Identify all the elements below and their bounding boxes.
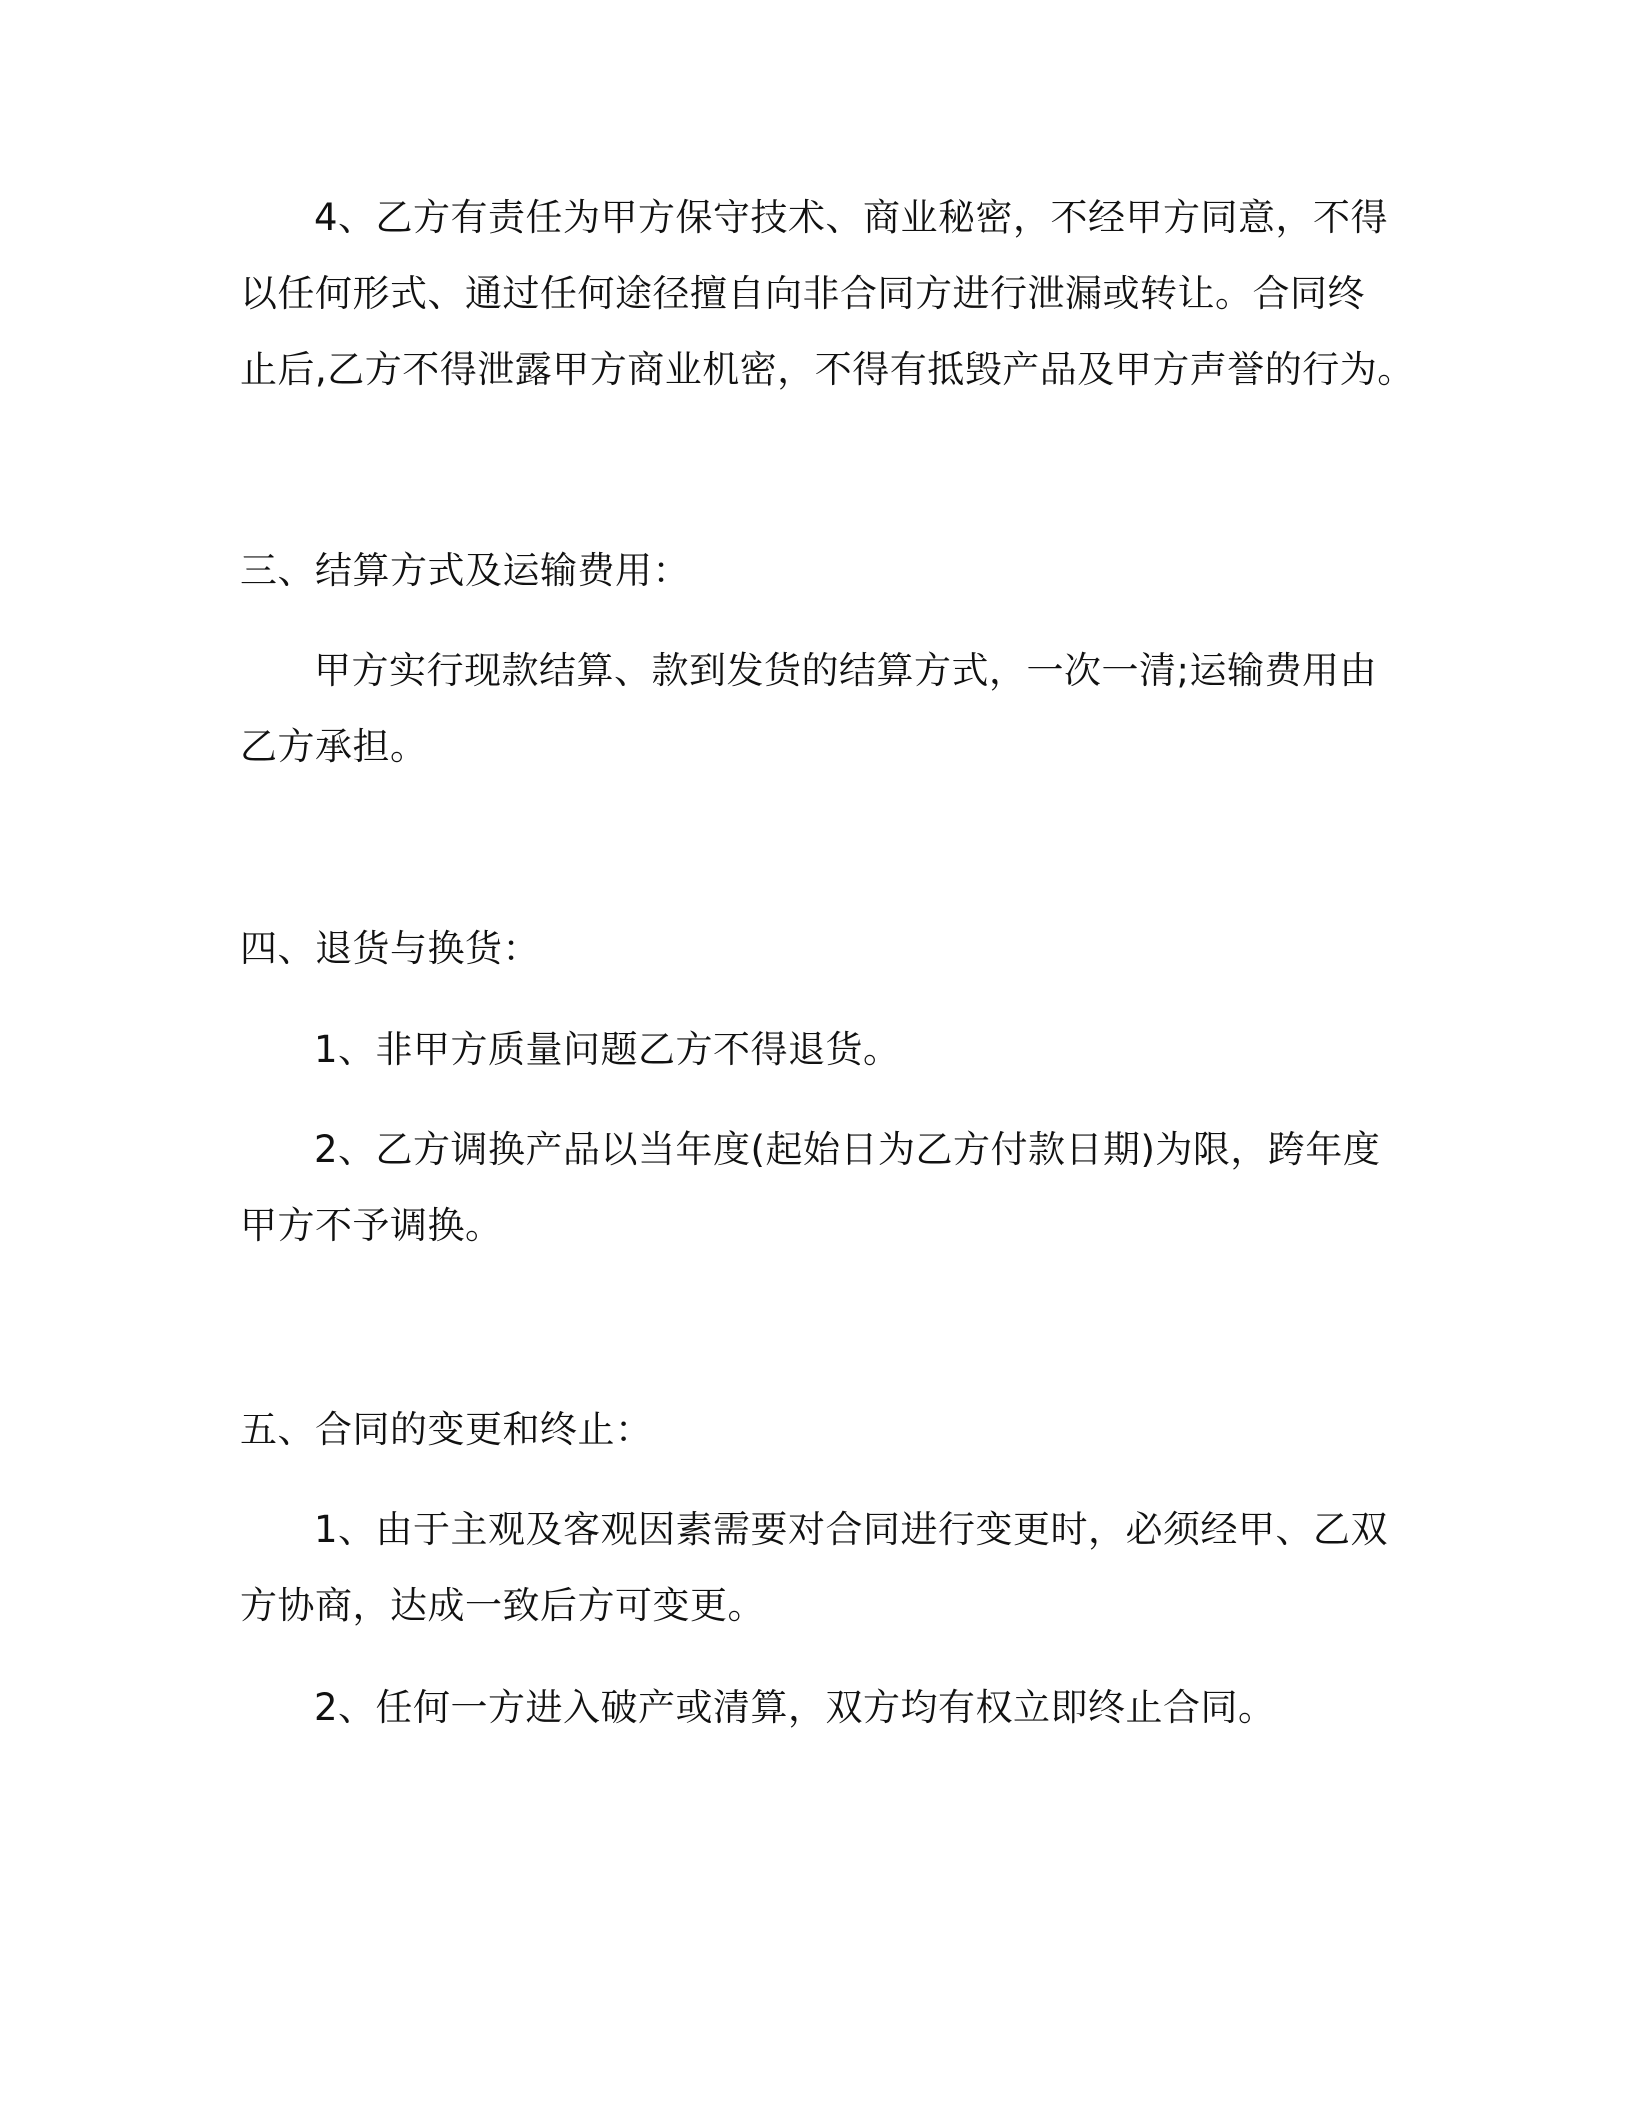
- section-5-item-2: [240, 1670, 1392, 1746]
- section-3-line-2: 乙方承担。: [240, 725, 428, 768]
- section-4-item-2-line-1: 2、乙方调换产品以当年度(起始日为乙方付款日期)为限，跨年度: [314, 1128, 1381, 1171]
- section-5-item-2-text: 2、任何一方进入破产或清算，双方均有权立即终止合同。: [314, 1686, 1276, 1729]
- section-5-item-1-line-1: 1、由于主观及客观因素需要对合同进行变更时，必须经甲、乙双: [314, 1508, 1389, 1551]
- section-4-item-2: [240, 1112, 1392, 1264]
- section-3-line-1: 甲方实行现款结算、款到发货的结算方式，一次一清;运输费用由: [314, 649, 1377, 692]
- section-4-item-1-text: 1、非甲方质量问题乙方不得退货。: [314, 1028, 901, 1071]
- clause-4-paragraph: [240, 180, 1415, 408]
- clause-4-line-1: 4、乙方有责任为甲方保守技术、商业秘密，不经甲方同意，不得: [314, 196, 1389, 239]
- clause-4-line-2: 以任何形式、通过任何途径擅自向非合同方进行泄漏或转让。合同终: [240, 272, 1365, 315]
- section-4-heading: 四、退货与换货：: [240, 927, 540, 970]
- section-5-item-1-line-2: 方协商，达成一致后方可变更。: [240, 1584, 765, 1627]
- section-5-heading: 五、合同的变更和终止：: [240, 1408, 653, 1451]
- clause-4-line-3: 止后,乙方不得泄露甲方商业机密，不得有抵毁产品及甲方声誉的行为。: [240, 348, 1415, 391]
- section-3-paragraph: [240, 633, 1392, 785]
- section-4-item-2-line-2: 甲方不予调换。: [240, 1204, 503, 1247]
- section-4-item-1: [240, 1012, 1392, 1088]
- section-3-heading: 三、结算方式及运输费用：: [240, 549, 690, 592]
- section-5-item-1: [240, 1492, 1392, 1644]
